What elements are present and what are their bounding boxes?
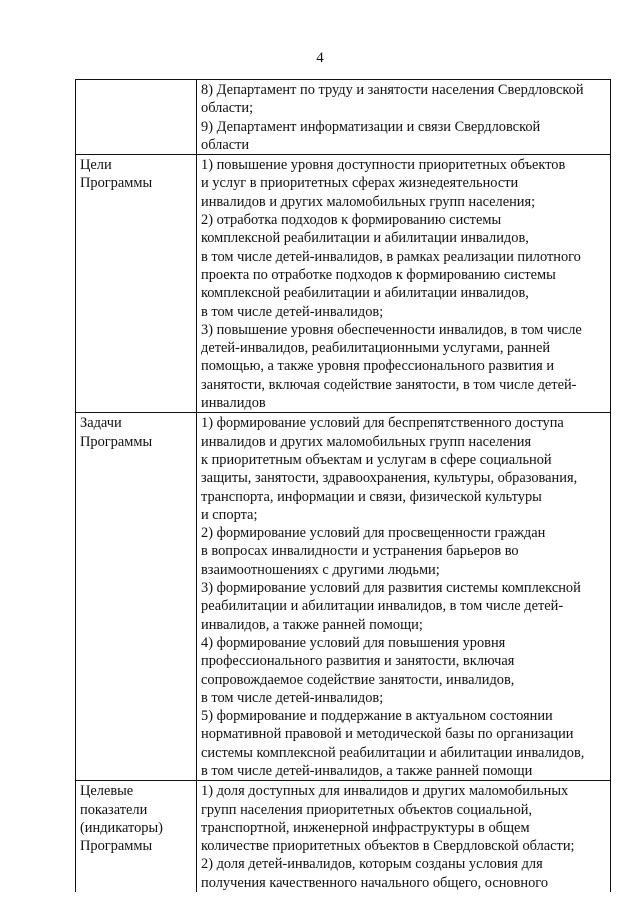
row-content-line: инвалидов и других маломобильных групп населения — [201, 433, 532, 450]
row-content-line: транспорта, информации и связи, физической культуры — [201, 488, 542, 505]
row-content-line: сопровождаемое содействие занятости, инвалидов, — [201, 671, 515, 688]
row-content-line: 4) формирование условий для повышения уровня — [201, 634, 506, 651]
row-content-line: профессионального развития и занятости, включая — [201, 653, 515, 670]
row-content-line: нормативной правовой и методической базы по организации — [201, 726, 574, 743]
page-number: 4 — [316, 50, 324, 66]
row-content-line: групп населения приоритетных объектов социальной, — [201, 801, 533, 818]
row-content-line: в том числе детей-инвалидов, в рамках реализации пилотного — [201, 248, 581, 265]
table-row — [76, 80, 611, 155]
row-content-line: 2) отработка подходов к формированию системы — [201, 212, 502, 229]
row-label-line: Целевые — [80, 783, 134, 800]
row-content-line: системы комплексной реабилитации и абилитации инвалидов, — [201, 744, 585, 761]
row-label-cell — [76, 413, 197, 781]
row-content-cell — [197, 413, 611, 781]
row-content-cell — [197, 781, 611, 892]
row-content-line: и спорта; — [201, 506, 258, 523]
row-content-line: 1) доля доступных для инвалидов и других маломобильных — [201, 783, 569, 800]
row-content-line: инвалидов — [201, 395, 266, 412]
table-row — [76, 155, 611, 413]
row-content-line: инвалидов и других маломобильных групп населения; — [201, 193, 536, 210]
row-label-cell — [76, 155, 197, 413]
row-content-line: получения качественного начального общего, основного — [201, 874, 549, 891]
row-content-line: 3) формирование условий для развития системы комплексной — [201, 580, 581, 597]
row-content-line: 2) формирование условий для просвещенности граждан — [201, 525, 546, 542]
row-content-line: реабилитации и абилитации инвалидов, в том числе детей- — [201, 598, 564, 615]
row-label-line: Программы — [80, 433, 153, 450]
row-content-line: в вопросах инвалидности и устранения барьеров во — [201, 543, 519, 560]
row-content-line: взаимоотношениях с другими людьми; — [201, 561, 440, 578]
row-content-line: 2) доля детей-инвалидов, которым созданы условия для — [201, 856, 543, 873]
row-content-line: количестве приоритетных объектов в Свердловской области; — [201, 838, 575, 855]
row-label-line: Цели — [80, 157, 112, 174]
row-content-line: комплексной реабилитации и абилитации инвалидов, — [201, 230, 529, 247]
row-content-line: 1) повышение уровня доступности приоритетных объектов — [201, 157, 566, 174]
row-content-cell — [197, 155, 611, 413]
row-content-line: и услуг в приоритетных сферах жизнедеятельности — [201, 175, 519, 192]
row-content-line: занятости, включая содействие занятости, в том числе детей- — [201, 376, 577, 393]
row-content-line: детей-инвалидов, реабилитационными услугами, ранней — [201, 340, 551, 357]
row-label-line: (индикаторы) — [80, 819, 163, 836]
row-content-line: транспортной, инженерной инфраструктуры в общем — [201, 819, 530, 836]
row-content-line: в том числе детей-инвалидов, а также ранней помощи — [201, 762, 533, 779]
row-content-line: 1) формирование условий для беспрепятственного доступа — [201, 415, 564, 432]
row-label-line: Программы — [80, 838, 153, 855]
row-content-line: 5) формирование и поддержание в актуальном состоянии — [201, 708, 553, 725]
row-content-line: комплексной реабилитации и абилитации инвалидов, — [201, 285, 529, 302]
program-passport-table — [75, 79, 611, 892]
row-content-cell — [197, 80, 611, 155]
row-content-line: защиты, занятости, здравоохранения, культуры, образования, — [201, 470, 578, 487]
row-content-line: 9) Департамент информатизации и связи Свердловской — [201, 118, 541, 135]
row-content-line: области — [201, 136, 250, 153]
row-label-line: Задачи — [80, 415, 122, 432]
row-content-line: 8) Департамент по труду и занятости населения Свердловской — [201, 82, 584, 98]
table-row — [76, 413, 611, 781]
row-content-line: 3) повышение уровня обеспеченности инвалидов, в том числе — [201, 321, 582, 338]
row-label-line: показатели — [80, 801, 148, 818]
row-content-line: в том числе детей-инвалидов; — [201, 689, 384, 706]
row-content-line: помощью, а также уровня профессионального развития и — [201, 358, 555, 375]
row-label-line: Программы — [80, 175, 153, 192]
row-label-cell — [76, 781, 197, 892]
row-label-cell — [76, 80, 197, 155]
row-content-line: области; — [201, 100, 254, 117]
row-content-line: в том числе детей-инвалидов; — [201, 303, 384, 320]
row-content-line: к приоритетным объектам и услугам в сфере социальной — [201, 451, 552, 468]
row-content-line: проекта по отработке подходов к формированию системы — [201, 266, 556, 283]
table-row — [76, 781, 611, 892]
row-content-line: инвалидов, а также ранней помощи; — [201, 616, 423, 633]
